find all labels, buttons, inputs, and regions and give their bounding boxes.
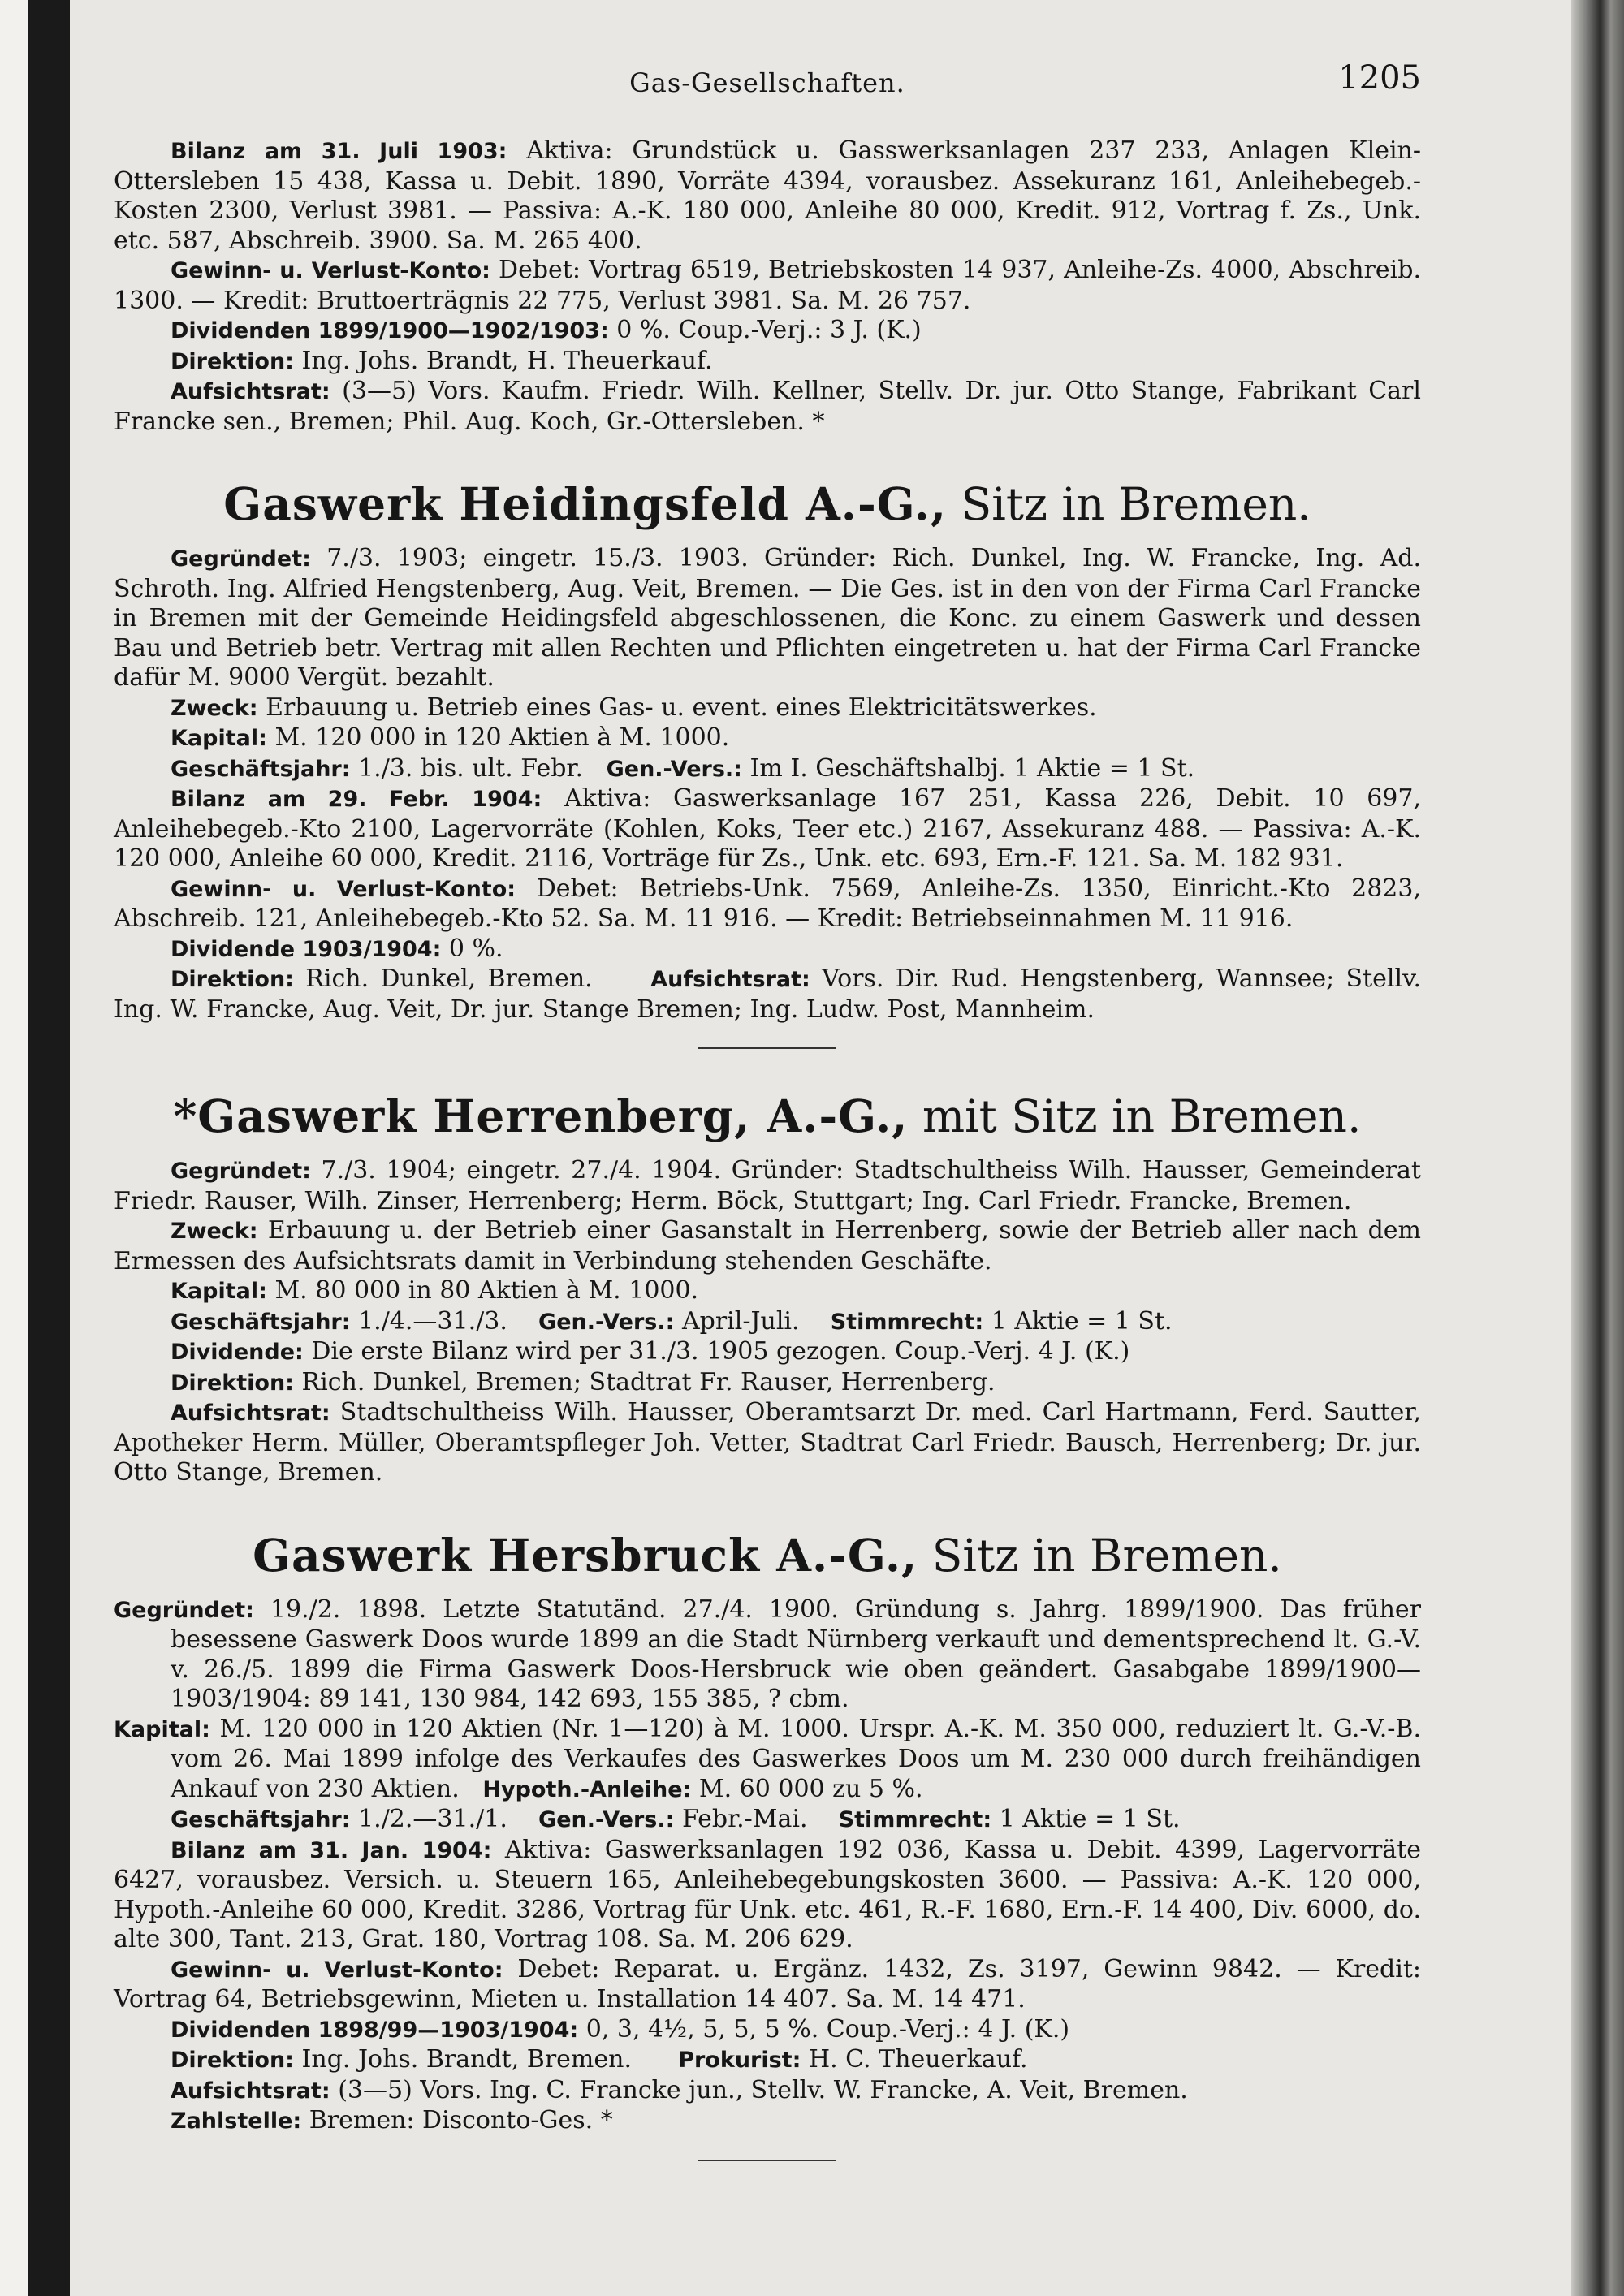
dividenden-text: 0, 3, 4½, 5, 5, 5 %. Coup.-Verj.: 4 J. (K.) (585, 2014, 1070, 2044)
gegruendet-text: 7./3. 1904; eingetr. 27./4. 1904. Gründer: Stadtschultheiss Wilh. Hausser, Gemeinderat Friedr. Rauser, Wilh. Zinser, Herrenberg; Herm. Böck, Stuttgart; Ing. Carl Friedr. Francke, Bremen. (114, 1156, 1421, 1215)
company-sitz: mit Sitz in Bremen. (922, 1090, 1362, 1142)
kapital-label: Kapital: (171, 726, 267, 751)
dividende-label: Dividende: (171, 1340, 304, 1365)
gen-vers-label: Gen.-Vers.: (606, 756, 742, 782)
guv-text: Debet: Reparat. u. Ergänz. 1432, Zs. 3197, Gewinn 9842. — Kredit: Vortrag 64, Betriebsgewinn, Mieten u. Installation 14 407. Sa. M. 14 471. (114, 1954, 1421, 2013)
prokurist-text: H. C. Theuerkauf. (808, 2045, 1028, 2074)
direktion-label: Direktion: (171, 1370, 294, 1396)
dividende-text: Die erste Bilanz wird per 31./3. 1905 gezogen. Coup.-Verj. 4 J. (K.) (311, 1337, 1130, 1366)
bilanz-label: Bilanz am 29. Febr. 1904: (171, 787, 542, 812)
binding-gutter-right (1571, 0, 1624, 2296)
company-name: Gaswerk Hersbruck A.-G., (253, 1528, 918, 1582)
dividende-label: Dividende 1903/1904: (171, 936, 442, 962)
direktion-label: Direktion: (171, 2048, 294, 2073)
page-content (114, 57, 1421, 2161)
direktion-text: Ing. Johs. Brandt, H. Theuerkauf. (301, 346, 713, 375)
company-heading (114, 1530, 1421, 1581)
gen-vers-text: April-Juli. (681, 1306, 800, 1336)
zahlstelle-label: Zahlstelle: (171, 2108, 302, 2134)
dividende-text: 0 %. (448, 934, 503, 963)
page-number: 1205 (1338, 59, 1421, 97)
bilanz-text: Aktiva: Grundstück u. Gasswerksanlagen 237 233, Anlagen Klein-Ottersleben 15 438, Kassa u. Debit. 1890, Vorräte 4394, vorausbez. Assekuranz 161, Anleihebegeb.-Kosten 2300, Verlust 3981. — Passiva: A.-K. 180 000, Anleihe 80 000, Kredit. 912, Vortrag f. Zs., Unk. etc. 587, Abschreib. 3900. Sa. M. 265 400. (114, 136, 1421, 255)
geschaeftsjahr-label: Geschäftsjahr: (171, 1807, 351, 1832)
geschaeftsjahr-text: 1./3. bis. ult. Febr. (358, 753, 583, 783)
entry-previous-continuation (114, 136, 1421, 437)
stimmrecht-label: Stimmrecht: (830, 1309, 984, 1335)
zahlstelle-text: Bremen: Disconto-Ges. * (309, 2106, 613, 2134)
section-divider (698, 2160, 836, 2161)
dividenden-label: Dividenden 1898/99—1903/1904: (171, 2017, 579, 2043)
gen-vers-label: Gen.-Vers.: (538, 1807, 675, 1832)
gegruendet-text: 7./3. 1903; eingetr. 15./3. 1903. Gründer: Rich. Dunkel, Ing. W. Francke, Ing. Ad. Schroth. Ing. Alfried Hengstenberg, Aug. Veit, Bremen. — Die Ges. ist in den von der Firma Carl Francke in Bremen mit der Gemeinde Heidingsfeld abgeschlossenen, die Konc. zu einem Gaswerk und dessen Bau und Betrieb betr. Vertrag mit allen Rechten und Pflichten eingetreten u. hat der Firma Carl Francke dafür M. 9000 Vergüt. bezahlt. (114, 544, 1421, 692)
direktion-label: Direktion: (171, 967, 294, 992)
geschaeftsjahr-label: Geschäftsjahr: (171, 756, 351, 782)
stimmrecht-text: 1 Aktie = 1 St. (999, 1805, 1181, 1833)
guv-label: Gewinn- u. Verlust-Konto: (171, 1957, 503, 1983)
zweck-text: Erbauung u. Betrieb eines Gas- u. event. eines Elektricitätswerkes. (266, 693, 1097, 722)
aufsichtsrat-label: Aufsichtsrat: (650, 967, 810, 992)
guv-text: Debet: Vortrag 6519, Betriebskosten 14 937, Anleihe-Zs. 4000, Abschreib. 1300. — Kredit: Bruttoerträgnis 22 775, Verlust 3981. Sa. M. 26 757. (114, 256, 1421, 315)
gen-vers-text: Im I. Geschäftshalbj. 1 Aktie = 1 St. (749, 753, 1195, 783)
gegruendet-label: Gegründet: (114, 1597, 254, 1623)
direktion-text: Ing. Johs. Brandt, Bremen. (301, 2045, 632, 2074)
aufsichtsrat-text: (3—5) Vors. Ing. C. Francke jun., Stellv. W. Francke, A. Veit, Bremen. (338, 2075, 1188, 2104)
hypoth-anleihe-text: M. 60 000 zu 5 %. (698, 1774, 923, 1803)
bilanz-text: Aktiva: Gaswerksanlagen 192 036, Kassa u. Debit. 4399, Lagervorräte 6427, vorausbez. Versich. u. Steuern 165, Anleihebegebungskosten 3600. — Passiva: A.-K. 120 000, Hypoth.-Anleihe 60 000, Kredit. 3286, Vortrag für Unk. etc. 461, R.-F. 1680, Ern.-F. 14 400, Div. 6000, do. alte 300, Tant. 213, Grat. 180, Vortrag 108. Sa. M. 206 629. (114, 1835, 1421, 1953)
company-name: *Gaswerk Herrenberg, A.-G., (173, 1090, 909, 1142)
dividends-text: 0 %. Coup.-Verj.: 3 J. (K.) (616, 316, 922, 344)
direktion-label: Direktion: (171, 348, 294, 374)
aufsichtsrat-text: (3—5) Vors. Kaufm. Friedr. Wilh. Kellner, Stellv. Dr. jur. Otto Stange, Fabrikant Carl Francke sen., Bremen; Phil. Aug. Koch, Gr.-Ottersleben. * (114, 377, 1421, 436)
zweck-label: Zweck: (171, 695, 258, 721)
company-sitz: Sitz in Bremen. (961, 478, 1311, 530)
zweck-label: Zweck: (171, 1219, 258, 1244)
guv-label: Gewinn- u. Verlust-Konto: (171, 876, 516, 902)
company-sitz: Sitz in Bremen. (931, 1529, 1282, 1582)
gen-vers-label: Gen.-Vers.: (538, 1309, 675, 1335)
geschaeftsjahr-text: 1./2.—31./1. (358, 1805, 508, 1833)
kapital-label: Kapital: (171, 1279, 267, 1304)
kapital-label: Kapital: (114, 1716, 210, 1742)
aufsichtsrat-text: Vors. Dir. Rud. Hengstenberg, Wannsee; Stellv. Ing. W. Francke, Aug. Veit, Dr. jur. Stange Bremen; Ing. Ludw. Post, Mannheim. (114, 965, 1422, 1024)
kapital-text: M. 120 000 in 120 Aktien (Nr. 1—120) à M. 1000. Urspr. A.-K. M. 350 000, reduziert lt. G.-V.-B. vom 26. Mai 1899 infolge des Verkaufes des Gaswerkes Doos um M. 230 000 durch freihändigen Ankauf von 230 Aktien. (171, 1714, 1421, 1803)
company-heading (114, 1091, 1421, 1142)
gegruendet-text: 19./2. 1898. Letzte Statutänd. 27./4. 1900. Gründung s. Jahrg. 1899/1900. Das früher besessene Gaswerk Doos wurde 1899 an die Stadt Nürnberg verkauft und dementsprechend lt. G.-V. v. 26./5. 1899 die Firma Gaswerk Doos-Hersbruck wie oben geändert. Gasabgabe 1899/1900—1903/1904: 89 141, 130 984, 142 693, 155 385, ? cbm. (171, 1595, 1421, 1713)
direktion-text: Rich. Dunkel, Bremen. (305, 965, 593, 993)
scan-border-left (28, 0, 70, 2296)
gen-vers-text: Febr.-Mai. (681, 1805, 808, 1833)
bilanz-label: Bilanz am 31. Juli 1903: (171, 139, 508, 164)
dividends-label: Dividenden 1899/1900—1902/1903: (171, 318, 609, 343)
prokurist-label: Prokurist: (678, 2048, 801, 2073)
direktion-text: Rich. Dunkel, Bremen; Stadtrat Fr. Rauser, Herrenberg. (301, 1367, 996, 1396)
gegruendet-label: Gegründet: (171, 546, 311, 572)
entry-heidingsfeld (114, 479, 1421, 1049)
stimmrecht-label: Stimmrecht: (838, 1807, 992, 1832)
kapital-text: M. 80 000 in 80 Aktien à M. 1000. (274, 1276, 699, 1305)
entry-herrenberg (114, 1091, 1421, 1488)
gegruendet-label: Gegründet: (171, 1159, 311, 1184)
aufsichtsrat-label: Aufsichtsrat: (171, 2078, 330, 2104)
guv-label: Gewinn- u. Verlust-Konto: (171, 258, 490, 283)
running-head (114, 57, 1421, 106)
running-head-title: Gas-Gesellschaften. (629, 67, 905, 98)
aufsichtsrat-label: Aufsichtsrat: (171, 379, 330, 404)
page-edge-left (0, 0, 28, 2296)
aufsichtsrat-label: Aufsichtsrat: (171, 1400, 330, 1426)
guv-text: Debet: Betriebs-Unk. 7569, Anleihe-Zs. 1350, Einricht.-Kto 2823, Abschreib. 121, Anleihebegeb.-Kto 52. Sa. M. 11 916. — Kredit: Betriebseinnahmen M. 11 916. (114, 874, 1421, 933)
stimmrecht-text: 1 Aktie = 1 St. (991, 1306, 1173, 1336)
section-divider (698, 1047, 836, 1049)
kapital-text: M. 120 000 in 120 Aktien à M. 1000. (274, 723, 730, 752)
company-name: Gaswerk Heidingsfeld A.-G., (223, 477, 948, 530)
geschaeftsjahr-text: 1./4.—31./3. (358, 1306, 508, 1336)
zweck-text: Erbauung u. der Betrieb einer Gasanstalt in Herrenberg, sowie der Betrieb aller nach dem Ermessen des Aufsichtsrats damit in Verbindung stehenden Geschäfte. (114, 1216, 1421, 1275)
geschaeftsjahr-label: Geschäftsjahr: (171, 1309, 351, 1335)
entry-hersbruck (114, 1530, 1421, 2161)
hypoth-anleihe-label: Hypoth.-Anleihe: (482, 1776, 692, 1802)
aufsichtsrat-text: Stadtschultheiss Wilh. Hausser, Oberamtsarzt Dr. med. Carl Hartmann, Ferd. Sautter, Apotheker Herm. Müller, Oberamtspfleger Joh. Vetter, Stadtrat Carl Friedr. Bausch, Herrenberg; Dr. jur. Otto Stange, Bremen. (114, 1398, 1421, 1487)
bilanz-label: Bilanz am 31. Jan. 1904: (171, 1837, 492, 1863)
company-heading (114, 479, 1421, 529)
bilanz-text: Aktiva: Gaswerksanlage 167 251, Kassa 226, Debit. 10 697, Anleihebegeb.-Kto 2100, Lagervorräte (Kohlen, Koks, Teer etc.) 2167, Assekuranz 488. — Passiva: A.-K. 120 000, Anleihe 60 000, Kredit. 2116, Vorträge für Zs., Unk. etc. 693, Ern.-F. 121. Sa. M. 182 931. (114, 784, 1422, 873)
